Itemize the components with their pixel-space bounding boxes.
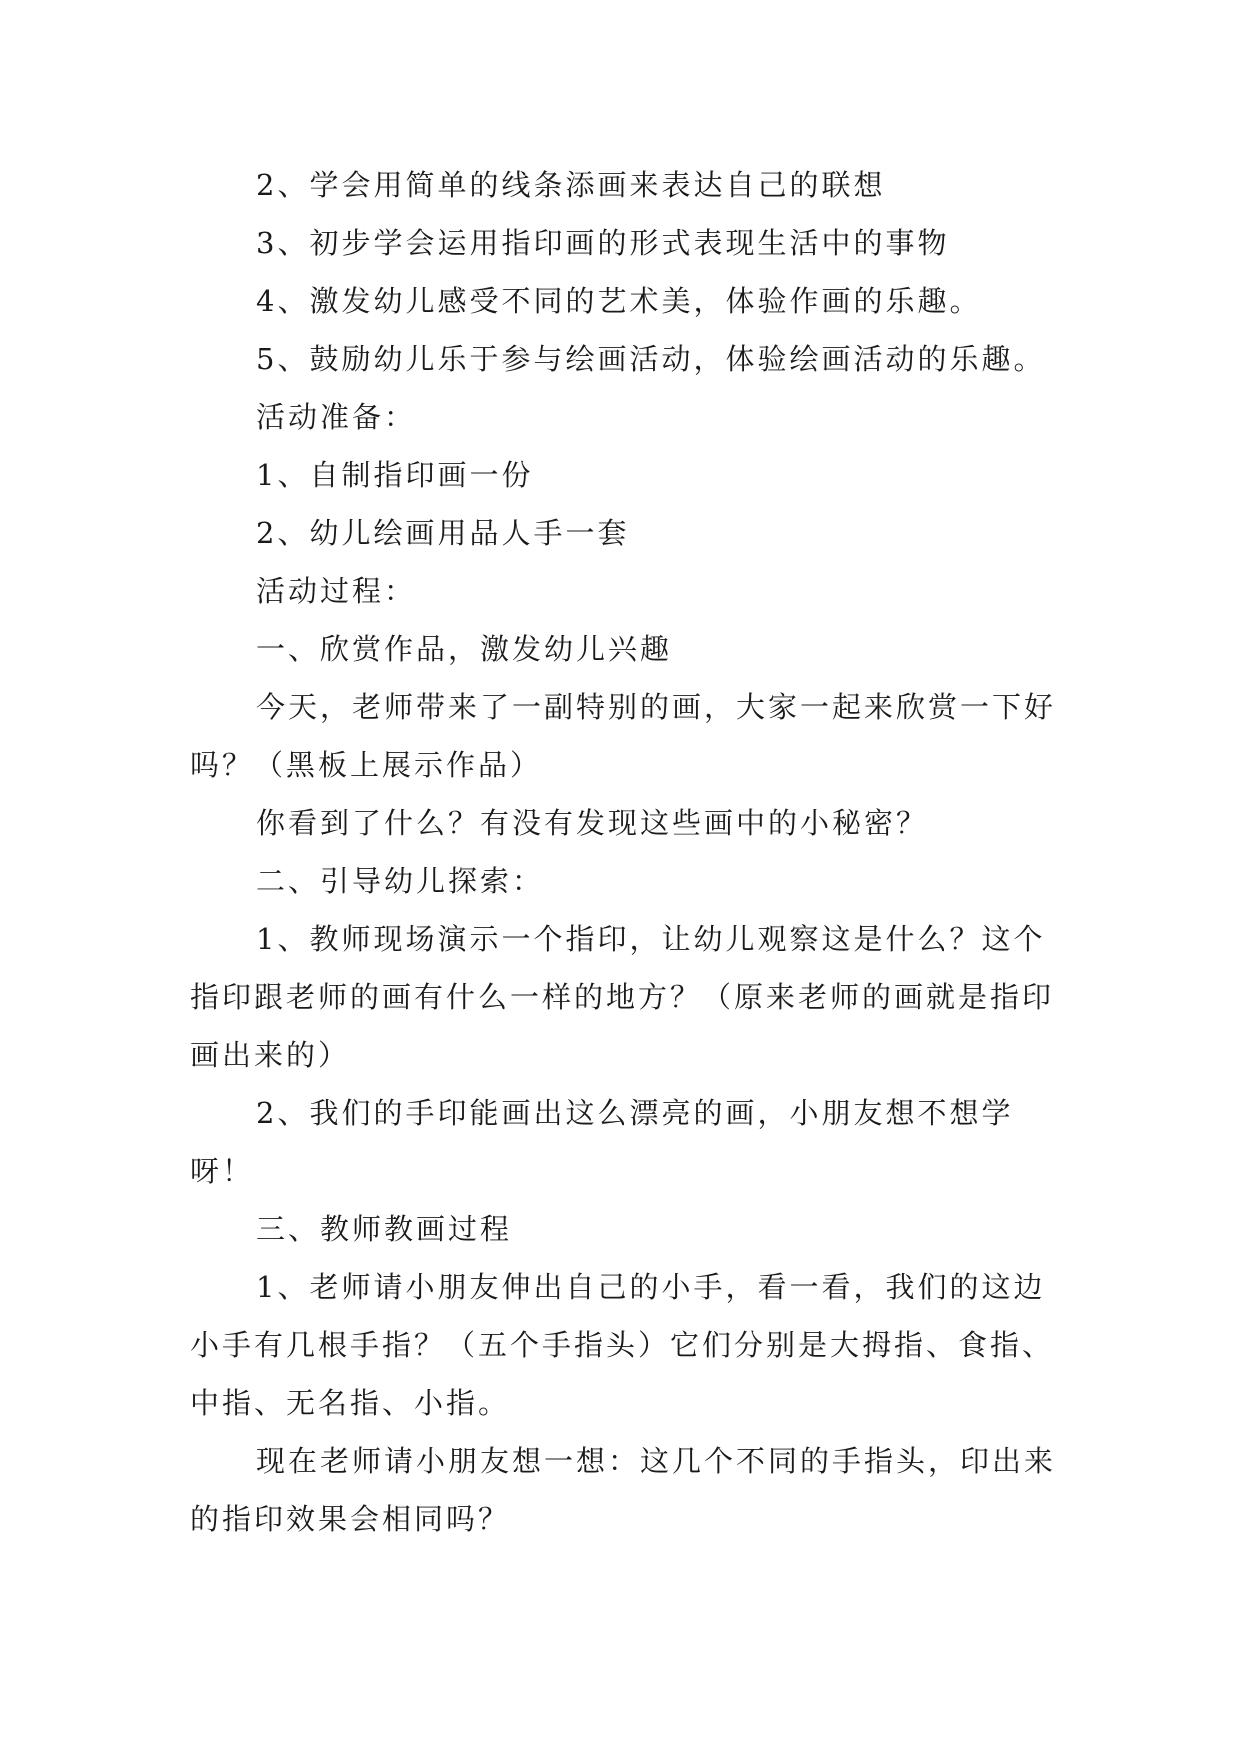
paragraph-teach-1: 1、老师请小朋友伸出自己的小手，看一看，我们的这边小手有几根手指？（五个手指头）它们分别是大拇指、食指、中指、无名指、小指。 — [190, 1270, 1055, 1420]
heading-process: 活动过程： — [256, 574, 417, 608]
paragraph-question: 你看到了什么？有没有发现这些画中的小秘密？ — [256, 806, 929, 840]
paragraph-prep-2: 2、幼儿绘画用品人手一套 — [256, 516, 630, 550]
paragraph-explore-2: 2、我们的手印能画出这么漂亮的画，小朋友想不想学呀！ — [190, 1096, 1014, 1188]
paragraph-goal-2: 2、学会用简单的线条添画来表达自己的联想 — [256, 168, 886, 202]
heading-section-3: 三、教师教画过程 — [256, 1212, 513, 1246]
heading-section-2: 二、引导幼儿探索： — [256, 864, 545, 898]
paragraph-goal-3: 3、初步学会运用指印画的形式表现生活中的事物 — [256, 226, 950, 260]
paragraph-explore-1: 1、教师现场演示一个指印，让幼儿观察这是什么？这个指印跟老师的画有什么一样的地方？（原来老师的画就是指印画出来的） — [190, 922, 1055, 1072]
paragraph-goal-5: 5、鼓励幼儿乐于参与绘画活动，体验绘画活动的乐趣。 — [256, 342, 1046, 376]
paragraph-prep-1: 1、自制指印画一份 — [256, 458, 534, 492]
paragraph-intro: 今天，老师带来了一副特别的画，大家一起来欣赏一下好吗？（黑板上展示作品） — [190, 690, 1057, 782]
heading-section-1: 一、欣赏作品，激发幼儿兴趣 — [256, 632, 673, 666]
paragraph-goal-4: 4、激发幼儿感受不同的艺术美，体验作画的乐趣。 — [256, 284, 982, 318]
heading-preparation: 活动准备： — [256, 400, 417, 434]
paragraph-teach-2: 现在老师请小朋友想一想：这几个不同的手指头，印出来的指印效果会相同吗？ — [190, 1444, 1057, 1536]
document-body — [190, 156, 1070, 1548]
